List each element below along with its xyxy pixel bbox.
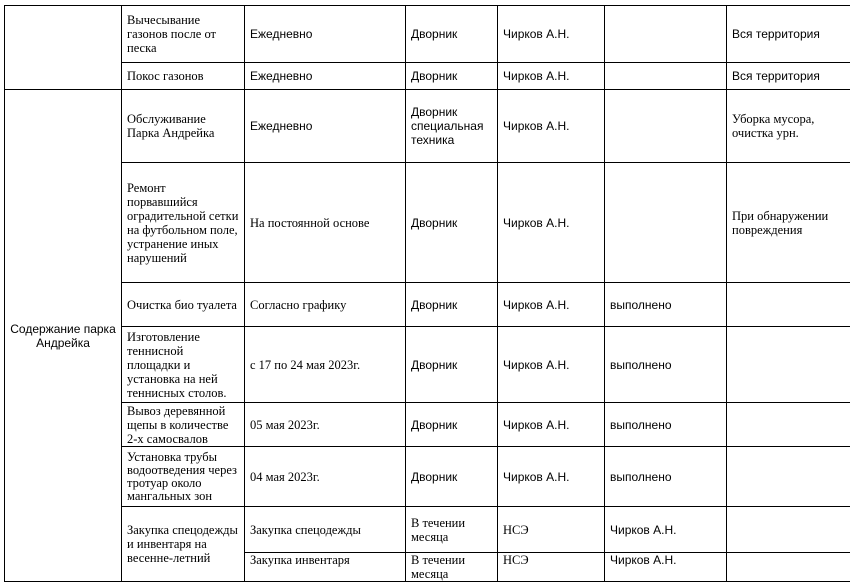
executor-cell: НСЭ: [498, 553, 605, 582]
term-cell: Согласно графику: [245, 283, 406, 327]
note-cell: [727, 447, 850, 507]
executor-cell: Дворник специальная техника: [406, 90, 498, 163]
responsible-cell: Чирков А.Н.: [498, 6, 605, 63]
executor-cell: Дворник: [406, 163, 498, 283]
status-cell: выполнено: [605, 283, 727, 327]
section-cell: Содержание парка Андрейка: [5, 90, 122, 582]
section-cell: Закупка спецодежды и инвентаря на весенне-летний: [122, 507, 245, 582]
section-cell-empty: [5, 6, 122, 90]
executor-cell: Дворник: [406, 283, 498, 327]
responsible-cell: Чирков А.Н.: [498, 163, 605, 283]
note-cell: [727, 283, 850, 327]
term-cell: На постоянной основе: [245, 163, 406, 283]
note-cell: Вся территория: [727, 6, 850, 63]
table-row: [5, 6, 850, 63]
status-cell: [605, 63, 727, 90]
table-row: [5, 327, 850, 403]
schedule-table: [4, 5, 850, 582]
work-cell: Изготовление теннисной площадки и установка на ней теннисных столов.: [122, 327, 245, 403]
status-cell: выполнено: [605, 327, 727, 403]
term-cell: В течении месяца: [406, 553, 498, 582]
executor-cell: Дворник: [406, 6, 498, 63]
status-cell: выполнено: [605, 447, 727, 507]
status-cell: [605, 163, 727, 283]
work-cell: Закупка инвентаря: [245, 553, 406, 582]
term-cell: Ежедневно: [245, 63, 406, 90]
table-row: [5, 507, 850, 553]
work-cell: Ремонт порвавшийся оградительной сетки на футбольном поле, устранение иных нарушений: [122, 163, 245, 283]
table-row: [5, 90, 850, 163]
note-cell: [727, 327, 850, 403]
term-cell: Ежедневно: [245, 90, 406, 163]
executor-cell: Дворник: [406, 327, 498, 403]
table-row: [5, 63, 850, 90]
responsible-cell: Чирков А.Н.: [605, 507, 727, 553]
term-cell: 04 мая 2023г.: [245, 447, 406, 507]
responsible-cell: Чирков А.Н.: [498, 403, 605, 447]
work-cell: Установка трубы водоотведения через тротуар около мангальных зон: [122, 447, 245, 507]
responsible-cell: Чирков А.Н.: [498, 327, 605, 403]
executor-cell: НСЭ: [498, 507, 605, 553]
note-cell: Вся территория: [727, 63, 850, 90]
note-cell: Уборка мусора, очистка урн.: [727, 90, 850, 163]
status-cell: [605, 6, 727, 63]
term-cell: 05 мая 2023г.: [245, 403, 406, 447]
note-cell: [727, 403, 850, 447]
status-cell: [727, 507, 850, 553]
term-cell: с 17 по 24 мая 2023г.: [245, 327, 406, 403]
note-cell: При обнаружении повреждения: [727, 163, 850, 283]
term-cell: Ежедневно: [245, 6, 406, 63]
responsible-cell: Чирков А.Н.: [498, 447, 605, 507]
executor-cell: Дворник: [406, 403, 498, 447]
executor-cell: Дворник: [406, 63, 498, 90]
work-cell: Обслуживание Парка Андрейка: [122, 90, 245, 163]
status-cell: выполнено: [605, 403, 727, 447]
table-row: [5, 403, 850, 447]
table-row: [5, 447, 850, 507]
table-row: [5, 283, 850, 327]
work-cell: Закупка спецодежды: [245, 507, 406, 553]
table-row: [5, 163, 850, 283]
status-cell: [605, 90, 727, 163]
responsible-cell: Чирков А.Н.: [605, 553, 727, 582]
responsible-cell: Чирков А.Н.: [498, 283, 605, 327]
work-cell: Очистка био туалета: [122, 283, 245, 327]
work-cell: Покос газонов: [122, 63, 245, 90]
status-cell: [727, 553, 850, 582]
term-cell: В течении месяца: [406, 507, 498, 553]
work-cell: Вычесывание газонов после от песка: [122, 6, 245, 63]
responsible-cell: Чирков А.Н.: [498, 90, 605, 163]
executor-cell: Дворник: [406, 447, 498, 507]
responsible-cell: Чирков А.Н.: [498, 63, 605, 90]
work-cell: Вывоз деревянной щепы в количестве 2-х самосвалов: [122, 403, 245, 447]
